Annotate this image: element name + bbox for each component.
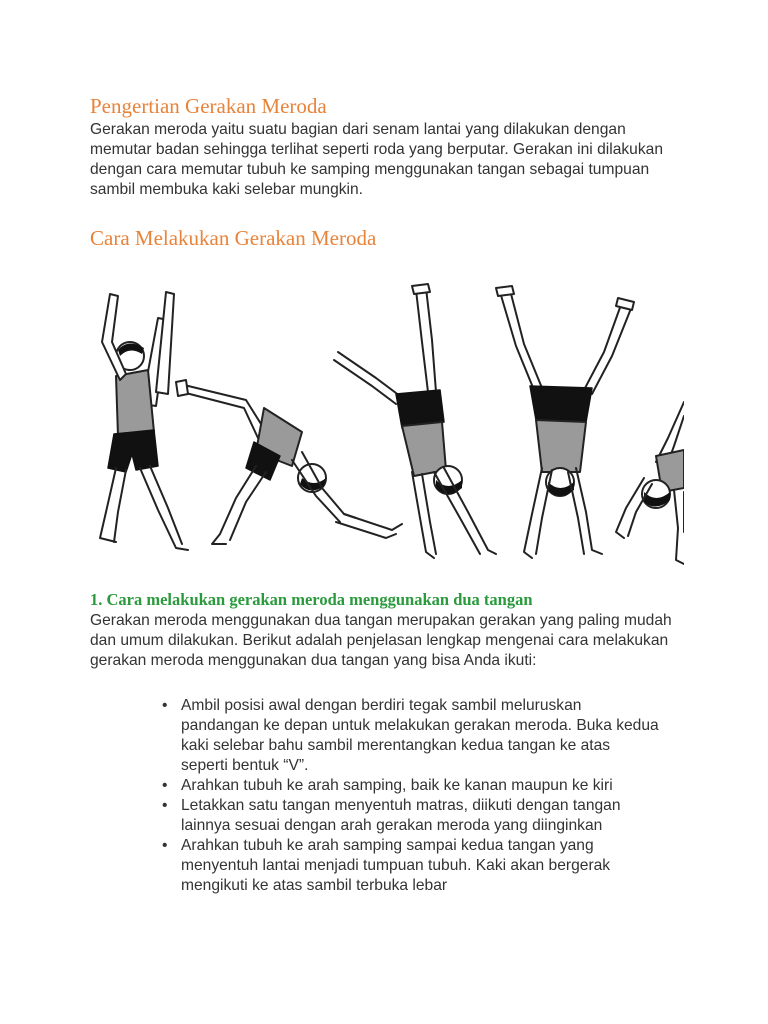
cartwheel-illustration (96, 282, 684, 572)
bullet-icon: • (162, 837, 168, 854)
figure-leaning (176, 380, 402, 544)
subsection-1-paragraph: Gerakan meroda menggunakan dua tangan merupakan gerakan yang paling mudah dan umum dilakukan. Berikut adalah penjelasan lengkap mengenai cara melakukan gerakan meroda menggunakan dua tangan yang bisa Anda ikuti: (90, 612, 672, 669)
bullet-icon: • (162, 697, 168, 714)
section-2-title: Cara Melakukan Gerakan Meroda (90, 226, 377, 250)
figure-handstand-v (496, 286, 634, 558)
steps-list (160, 696, 660, 896)
list-item (160, 796, 660, 836)
bullet-icon: • (162, 797, 168, 814)
section-1 (90, 92, 690, 252)
list-item (160, 696, 660, 776)
list-item-text: Arahkan tubuh ke arah samping sampai kedua tangan yang menyentuh lantai menjadi tumpuan tubuh. Kaki akan bergerak mengikuti ke atas sambil terbuka lebar (181, 837, 611, 894)
section-1-title: Pengertian Gerakan Meroda (90, 94, 327, 118)
list-item (160, 836, 660, 896)
section-1-paragraph: Gerakan meroda yaitu suatu bagian dari senam lantai yang dilakukan dengan memutar badan sehingga terlihat seperti roda yang berputar. Gerakan ini dilakukan dengan cara memutar tubuh ke samping menggunakan tangan sebagai tumpuan sambil membuka kaki selebar mungkin. (90, 121, 663, 198)
list-item (160, 776, 660, 796)
bullet-icon: • (162, 777, 168, 794)
figure-landing (616, 402, 684, 564)
list-item-text: Letakkan satu tangan menyentuh matras, diikuti dengan tangan lainnya sesuai dengan arah gerakan meroda yang diinginkan (181, 797, 621, 834)
subsection-1-title: 1. Cara melakukan gerakan meroda menggunakan dua tangan (90, 590, 533, 609)
figure-handstand-split (334, 284, 496, 558)
list-item-text: Arahkan tubuh ke arah samping, baik ke kanan maupun ke kiri (181, 777, 613, 794)
list-item-text: Ambil posisi awal dengan berdiri tegak sambil meluruskan pandangan ke depan untuk melakukan gerakan meroda. Buka kedua kaki selebar bahu sambil merentangkan kedua tangan ke atas seperti bentuk “V”. (181, 697, 659, 774)
figure-standing (100, 292, 188, 550)
subsection-1 (90, 611, 690, 671)
